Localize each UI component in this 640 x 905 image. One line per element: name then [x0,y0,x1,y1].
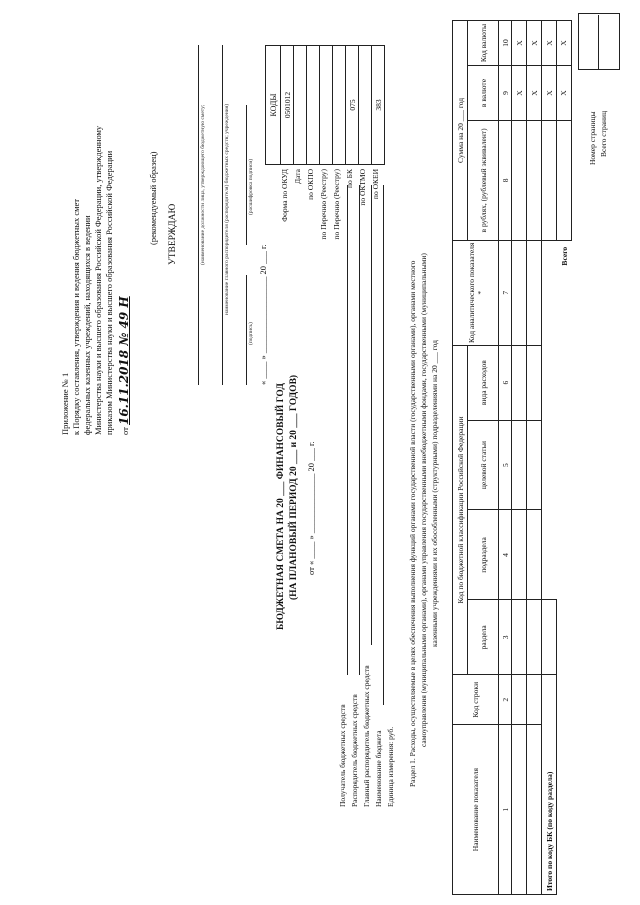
estimate-title: БЮДЖЕТНАЯ СМЕТА НА 20 ___ ФИНАНСОВЫЙ ГОД [276,383,286,630]
column-number: 1 [499,725,512,895]
cell-empty[interactable] [512,420,527,510]
code-label: по Перечню (Реестру) [332,169,341,240]
approve-person-line[interactable] [198,45,199,385]
cell-empty[interactable] [512,600,527,675]
cell-x: X [527,66,542,121]
column-number: 6 [499,345,512,420]
column-number: 8 [499,120,512,240]
cell-empty[interactable] [542,120,557,240]
code-label: по БК [345,169,354,188]
code-value-cell[interactable]: 383 [372,46,385,165]
cell-x: X [527,21,542,66]
field-recipient: Получатель бюджетных средств [338,704,347,807]
cell-empty[interactable] [512,510,527,600]
section-line-1: Раздел 1. Расходы, осуществляемые в целях обеспечения выполнения функций органами государственной власти (государственными органами), органами местного [408,260,417,787]
code-value-cell[interactable]: 0501012 [281,46,294,165]
pages-total-label: Всего страниц [599,110,608,157]
column-number: 3 [499,600,512,675]
cell-empty[interactable] [527,725,542,895]
codes-header: КОДЫ [266,46,281,165]
field-budget-name-line[interactable] [383,185,384,705]
cell-empty[interactable] [527,345,542,420]
cell-empty[interactable] [527,240,542,345]
code-label: по ОКЕИ [371,169,380,200]
approve-decode-line[interactable] [246,105,247,245]
code-value-cell[interactable]: 075 [346,46,359,165]
th-val: в валюте [468,66,499,121]
approve-sign-caption: (подпись) [248,322,254,345]
code-value-cell[interactable] [333,46,346,165]
appendix-line-2: к Порядку составления, утверждения и ведения бюджетных смет [71,199,81,435]
code-value-cell[interactable] [307,46,320,165]
code-label: по ОКПО [306,169,315,200]
field-budget-name: Наименование бюджета [374,730,383,807]
th-valcode: Код валюты [468,21,499,66]
th-razdel: раздела [468,600,499,675]
th-analytic: Код аналитического показателя * [453,240,499,345]
cell-x: X [512,66,527,121]
cell-empty[interactable] [527,420,542,510]
cell-empty[interactable] [512,725,527,895]
section-line-2: самоуправления (муниципальными органами), органами управления государственными внебюджетными фондами, государственными (муниципальными) [419,253,428,747]
code-label: Дата [293,169,302,184]
cell-empty[interactable] [557,120,572,240]
code-value-cell[interactable] [294,46,307,165]
code-label: по ОКТМО [358,169,367,206]
approve-org-line[interactable] [222,45,223,385]
cell-empty[interactable] [512,345,527,420]
th-vid: вида расходов [468,345,499,420]
th-rub: в рублях, (рублевый эквивалент) [468,120,499,240]
column-number: 4 [499,510,512,600]
column-number: 2 [499,675,512,725]
field-distributor: Распорядитель бюджетных средств [350,694,359,807]
code-value-cell[interactable] [359,46,372,165]
th-name: Наименование показателя [453,725,499,895]
cell-x: X [557,66,572,121]
total-all-label: Всего [559,246,569,266]
code-value-cell[interactable] [320,46,333,165]
page-number-label: Номер страницы [588,111,597,165]
appendix-line-5: приказом Министерства науки и высшего образования Российской Федерации [104,150,114,435]
expenses-table [452,20,572,895]
approve-sign-line[interactable] [246,275,247,385]
approve-org-caption: наименование главного распорядителя (распорядителя) бюджетных средств; учреждения) [224,103,230,315]
cell-empty[interactable] [527,120,542,240]
cell-empty[interactable] [527,600,542,675]
cell-x: X [512,21,527,66]
recommended-sample: (рекомендуемый образец) [148,151,158,245]
field-distributor-line[interactable] [359,185,360,675]
cell-x: X [557,21,572,66]
estimate-date: от « ____ » ______________ 20 ___ г. [306,441,316,575]
cell-empty[interactable] [527,675,542,725]
field-unit: Единица измерения: руб. [386,726,395,807]
column-number: 9 [499,66,512,121]
field-main-distributor: Главный распорядитель бюджетных средств [362,665,371,807]
code-label: Форма по ОКУД [280,169,289,222]
appendix-line-6: от 16.11.2018 № 49 Н [117,296,131,435]
th-code: Код строки [453,675,499,725]
th-bk-group: Код по бюджетной классификации Российской Федерации [453,345,468,675]
column-number: 10 [499,21,512,66]
cell-empty[interactable] [512,240,527,345]
field-main-distributor-line[interactable] [371,185,372,645]
section-line-3: казенными учреждениями и их обособленными (структурными) подразделениями на 20 ___ год [430,340,439,647]
appendix-line-4: Министерства науки и высшего образования Российской Федерации, утвержденному [93,125,103,435]
cell-x: X [542,66,557,121]
total-razdel-label: Итого по коду БК (по коду раздела) [542,675,557,895]
cell-x: X [542,21,557,66]
column-number: 7 [499,240,512,345]
cell-empty[interactable] [542,600,557,675]
appendix-line-1: Приложение № 1 [60,372,70,435]
approve-title: УТВЕРЖДАЮ [168,203,178,265]
code-label: по Перечню (Реестру) [319,169,328,240]
codes-table [265,45,385,165]
th-article: целевой статьи [468,420,499,510]
th-sum-group: Сумма на 20 ___ год [453,21,468,241]
approve-date: « ____ » __________________ 20 ___ г. [258,244,268,385]
page-counter-box[interactable] [578,13,620,70]
page-counter-divider [598,15,599,70]
approve-decode-caption: (расшифровка подписи) [248,158,254,215]
cell-empty[interactable] [512,120,527,240]
cell-empty[interactable] [512,675,527,725]
field-recipient-line[interactable] [347,185,348,675]
cell-empty[interactable] [527,510,542,600]
appendix-line-3: федеральных казенных учреждений, находящихся в ведении [82,215,92,435]
estimate-subtitle: (НА ПЛАНОВЫЙ ПЕРИОД 20 ___ и 20 ___ ГОДОВ) [289,374,299,600]
column-number: 5 [499,420,512,510]
approve-person-caption: (наименование должности лица, утверждающего бюджетную смету; [200,104,206,265]
th-podrazdel: подраздела [468,510,499,600]
handwritten-date-number: 16.11.2018 № 49 Н [117,296,131,426]
